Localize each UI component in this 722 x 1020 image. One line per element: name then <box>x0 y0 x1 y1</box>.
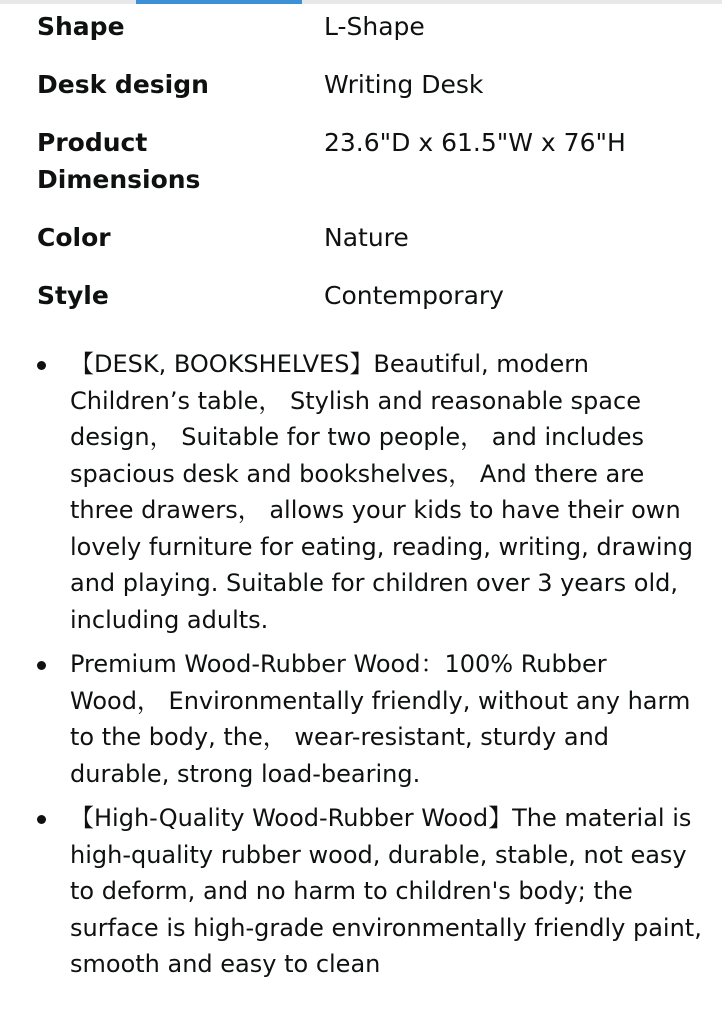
spec-value: L-Shape <box>324 12 425 41</box>
feature-text: Premium Wood-Rubber Wood：100% Rubber Wood， Environmentally friendly, without any harm to the body, the， wear-resistant, sturdy and durable, strong load-bearing. <box>70 650 691 788</box>
spec-value: Nature <box>324 223 409 252</box>
feature-text: 【High-Quality Wood-Rubber Wood】The material is high-quality rubber wood, durable, stable, not easy to deform, and no harm to children's body; the surface is high-grade environmentally friendly paint, smooth and easy to clean <box>70 804 702 978</box>
spec-label: Style <box>37 281 109 310</box>
spec-label: Color <box>37 223 111 252</box>
list-item <box>0 646 722 792</box>
list-item <box>0 800 722 983</box>
product-specs-table <box>37 8 697 335</box>
spec-label: Desk design <box>37 70 209 99</box>
spec-value: Writing Desk <box>324 70 484 99</box>
spec-label: Product Dimensions <box>37 128 201 194</box>
spec-row-color <box>37 219 697 256</box>
bullet-icon <box>37 361 46 370</box>
about-this-item-list <box>0 346 722 991</box>
feature-text: 【DESK, BOOKSHELVES】Beautiful, modern Children’s table， Stylish and reasonable space design， Suitable for two people， and includes spacious desk and bookshelves， And there are three drawers， allows your kids to have their own lovely furniture for eating, reading, writing, drawing and playing. Suitable for children over 3 years old, including adults. <box>70 350 693 634</box>
spec-value: 23.6"D x 61.5"W x 76"H <box>324 128 626 157</box>
spec-row-product-dimensions <box>37 124 697 198</box>
bullet-icon <box>37 815 46 824</box>
spec-row-shape <box>37 8 697 45</box>
top-divider <box>0 0 722 4</box>
spec-row-style <box>37 277 697 314</box>
spec-row-desk-design <box>37 66 697 103</box>
spec-label: Shape <box>37 12 125 41</box>
bullet-icon <box>37 661 46 670</box>
spec-value: Contemporary <box>324 281 504 310</box>
active-tab-indicator <box>136 0 302 4</box>
list-item <box>0 346 722 638</box>
